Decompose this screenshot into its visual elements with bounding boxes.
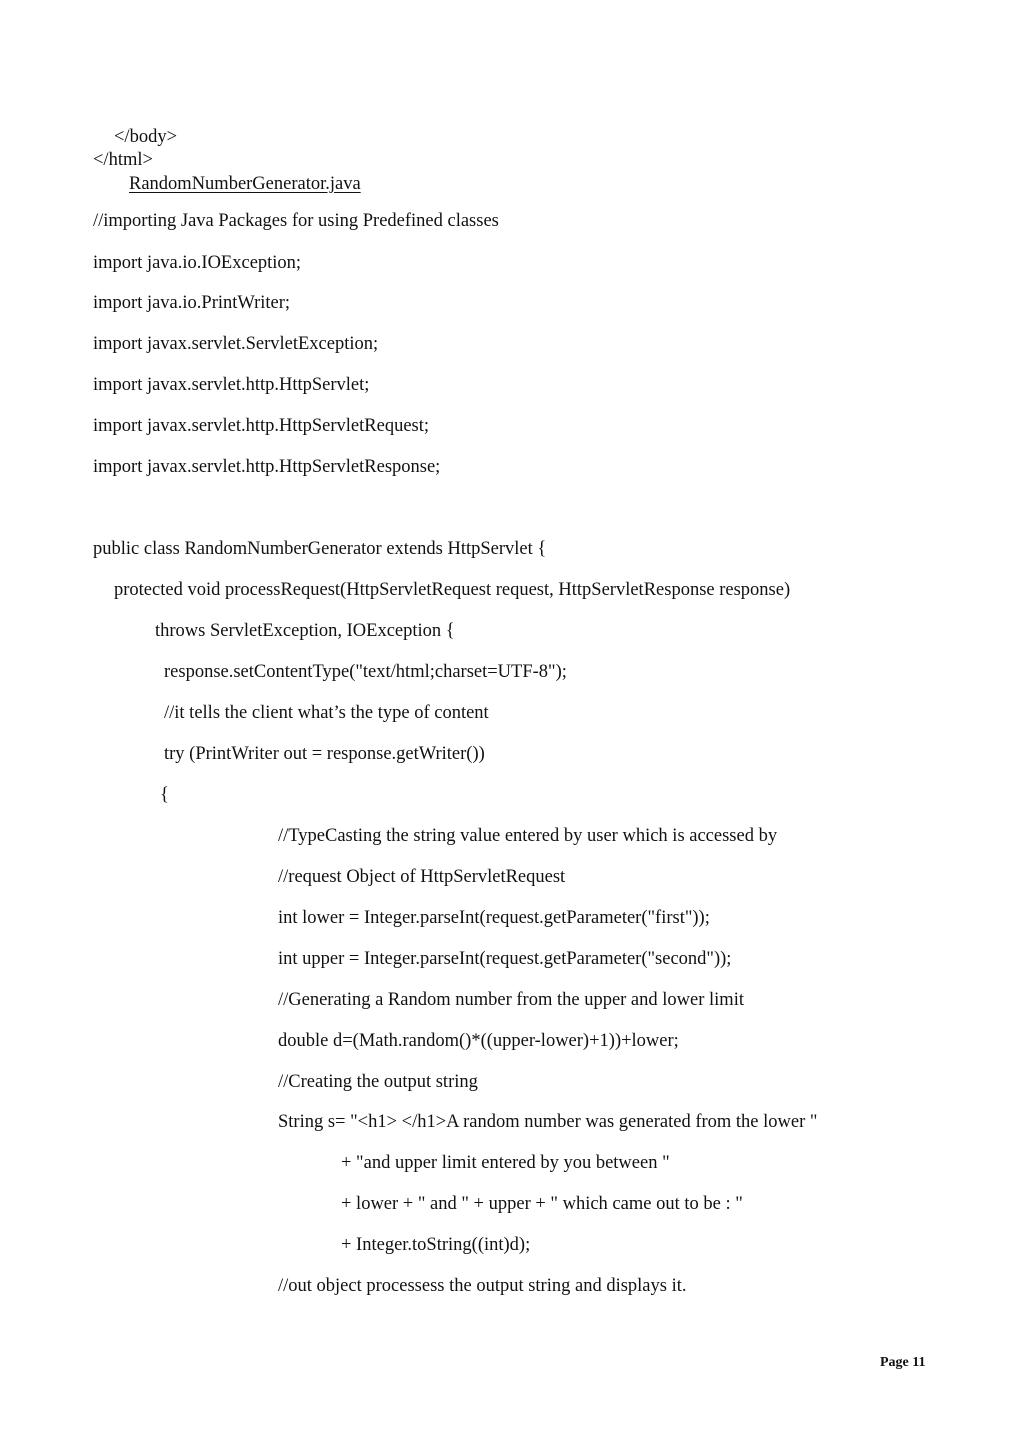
code-line: protected void processRequest(HttpServletRequest request, HttpServletResponse response) [114, 580, 791, 600]
code-line: int upper = Integer.parseInt(request.getParameter("second")); [278, 949, 732, 969]
code-line: int lower = Integer.parseInt(request.getParameter("first")); [278, 908, 710, 928]
code-line: //it tells the client what’s the type of content [164, 703, 489, 723]
code-line: throws ServletException, IOException { [155, 621, 455, 641]
code-line: import javax.servlet.ServletException; [93, 334, 379, 354]
code-line: try (PrintWriter out = response.getWriter()) [164, 744, 485, 764]
code-line-html-close: </html> [93, 150, 153, 170]
code-line: //out object processess the output string and displays it. [278, 1276, 687, 1296]
code-line: public class RandomNumberGenerator extends HttpServlet { [93, 539, 547, 559]
code-line: //request Object of HttpServletRequest [278, 867, 566, 887]
code-line: //TypeCasting the string value entered by user which is accessed by [278, 826, 778, 846]
code-line: //importing Java Packages for using Predefined classes [93, 211, 499, 231]
code-line: //Creating the output string [278, 1072, 478, 1092]
code-line: String s= "<h1> </h1>A random number was generated from the lower " [278, 1112, 818, 1132]
code-line: import java.io.IOException; [93, 253, 302, 273]
code-line: double d=(Math.random()*((upper-lower)+1))+lower; [278, 1031, 679, 1051]
code-line: response.setContentType("text/html;charset=UTF-8"); [164, 662, 567, 682]
code-line-body-close: </body> [114, 127, 178, 147]
filename-heading: RandomNumberGenerator.java [129, 174, 361, 194]
code-line: { [160, 785, 169, 805]
code-line: import java.io.PrintWriter; [93, 293, 291, 313]
code-line: + "and upper limit entered by you between " [341, 1153, 670, 1173]
code-line: + Integer.toString((int)d); [341, 1235, 531, 1255]
code-line: //Generating a Random number from the upper and lower limit [278, 990, 744, 1010]
code-line: import javax.servlet.http.HttpServlet; [93, 375, 370, 395]
code-line: + lower + " and " + upper + " which came out to be : " [341, 1194, 743, 1214]
code-line: import javax.servlet.http.HttpServletRequest; [93, 416, 430, 436]
page-number: Page 11 [880, 1355, 926, 1370]
code-line: import javax.servlet.http.HttpServletResponse; [93, 457, 441, 477]
